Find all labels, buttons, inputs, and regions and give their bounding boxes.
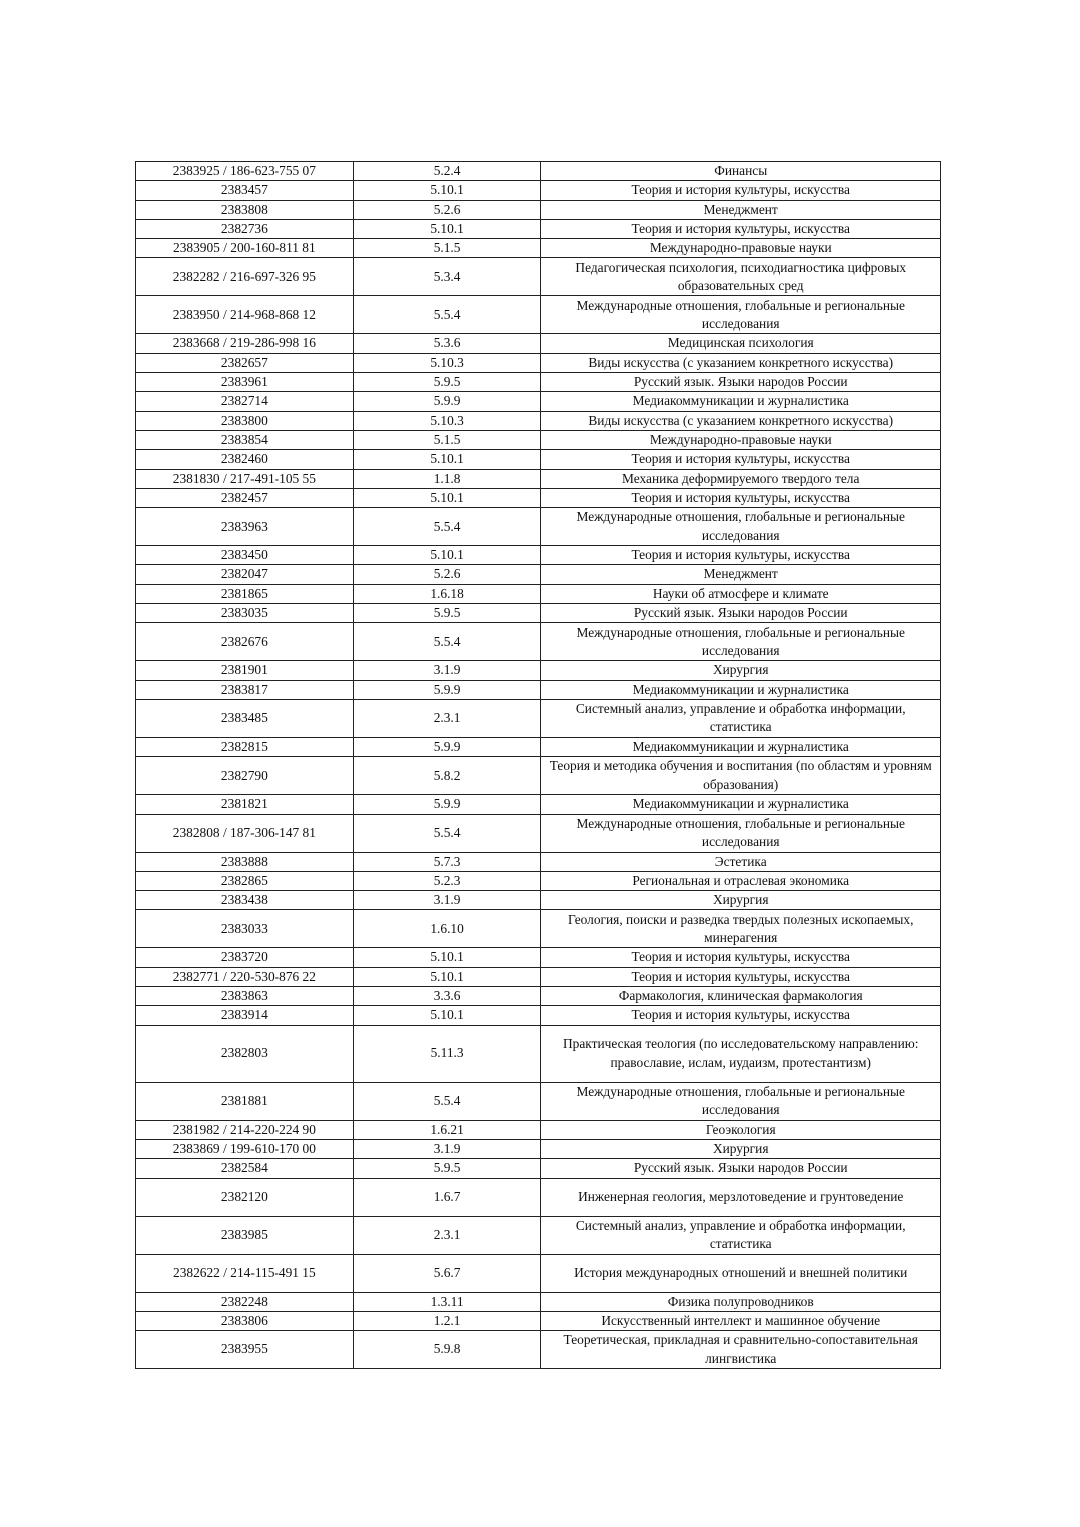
specialty-name-cell: Медиакоммуникации и журналистика: [541, 737, 941, 756]
specialty-code-cell: 5.5.4: [353, 296, 541, 334]
applicant-id-cell: 2383863: [136, 987, 354, 1006]
table-row: [136, 162, 941, 181]
table-row: [136, 967, 941, 986]
specialty-code-cell: 5.3.4: [353, 258, 541, 296]
applicant-id-cell: 2382282 / 216-697-326 95: [136, 258, 354, 296]
table-row: [136, 1178, 941, 1216]
specialty-code-cell: 5.2.6: [353, 565, 541, 584]
table-row: [136, 296, 941, 334]
specialty-name-cell: Геоэкология: [541, 1120, 941, 1139]
specialty-code-cell: 5.1.5: [353, 430, 541, 449]
table-row: [136, 852, 941, 871]
applicant-id-cell: 2383869 / 199-610-170 00: [136, 1139, 354, 1158]
specialty-name-cell: Теория и история культуры, искусства: [541, 1006, 941, 1025]
applicant-id-cell: 2382771 / 220-530-876 22: [136, 967, 354, 986]
applicant-id-cell: 2383806: [136, 1311, 354, 1330]
specialty-code-cell: 5.6.7: [353, 1254, 541, 1292]
specialty-code-cell: 5.5.4: [353, 508, 541, 546]
applicant-id-cell: 2383963: [136, 508, 354, 546]
specialty-code-cell: 5.2.3: [353, 871, 541, 890]
specialty-name-cell: Геология, поиски и разведка твердых полезных ископаемых, минерагения: [541, 910, 941, 948]
applicant-id-cell: 2383905 / 200-160-811 81: [136, 239, 354, 258]
specialty-name-cell: Менеджмент: [541, 200, 941, 219]
specialty-code-cell: 5.5.4: [353, 623, 541, 661]
applicant-id-cell: 2383800: [136, 411, 354, 430]
table-row: [136, 814, 941, 852]
specialty-name-cell: Региональная и отраслевая экономика: [541, 871, 941, 890]
applicant-id-cell: 2382047: [136, 565, 354, 584]
table-row: [136, 623, 941, 661]
table-row: [136, 546, 941, 565]
table-row: [136, 584, 941, 603]
applicant-id-cell: 2382460: [136, 450, 354, 469]
table-row: [136, 1082, 941, 1120]
applicant-id-cell: 2383035: [136, 604, 354, 623]
specialty-code-cell: 5.5.4: [353, 814, 541, 852]
applicant-id-cell: 2383817: [136, 680, 354, 699]
specialty-code-cell: 5.9.5: [353, 373, 541, 392]
table-row: [136, 1311, 941, 1330]
specialty-name-cell: Теоретическая, прикладная и сравнительно-сопоставительная лингвистика: [541, 1331, 941, 1369]
specialty-code-cell: 1.1.8: [353, 469, 541, 488]
specialty-name-cell: Хирургия: [541, 891, 941, 910]
specialty-name-cell: Международные отношения, глобальные и региональные исследования: [541, 1082, 941, 1120]
specialty-name-cell: Медиакоммуникации и журналистика: [541, 680, 941, 699]
table-row: [136, 1331, 941, 1369]
applicant-id-cell: 2382815: [136, 737, 354, 756]
specialty-name-cell: Международные отношения, глобальные и региональные исследования: [541, 623, 941, 661]
table-row: [136, 181, 941, 200]
specialty-code-cell: 3.3.6: [353, 987, 541, 1006]
table-row: [136, 469, 941, 488]
applicant-id-cell: 2383457: [136, 181, 354, 200]
table-row: [136, 488, 941, 507]
specialty-code-cell: 3.1.9: [353, 661, 541, 680]
table-row: [136, 661, 941, 680]
specialty-code-cell: 1.6.7: [353, 1178, 541, 1216]
table-row: [136, 1159, 941, 1178]
specialty-code-cell: 2.3.1: [353, 699, 541, 737]
specialty-name-cell: Теория и методика обучения и воспитания (по областям и уровням образования): [541, 757, 941, 795]
applicant-id-cell: 2383985: [136, 1216, 354, 1254]
applicant-id-cell: 2381881: [136, 1082, 354, 1120]
specialty-code-cell: 5.10.1: [353, 181, 541, 200]
table-row: [136, 891, 941, 910]
applicant-id-cell: 2381821: [136, 795, 354, 814]
specialty-code-cell: 5.10.1: [353, 546, 541, 565]
applicant-id-cell: 2383961: [136, 373, 354, 392]
applicant-id-cell: 2383925 / 186-623-755 07: [136, 162, 354, 181]
specialty-code-cell: 1.2.1: [353, 1311, 541, 1330]
specialty-name-cell: Теория и история культуры, искусства: [541, 219, 941, 238]
specialty-name-cell: Физика полупроводников: [541, 1292, 941, 1311]
specialty-name-cell: Медиакоммуникации и журналистика: [541, 392, 941, 411]
applicant-id-cell: 2382248: [136, 1292, 354, 1311]
table-row: [136, 987, 941, 1006]
applicant-id-cell: 2383950 / 214-968-868 12: [136, 296, 354, 334]
table-body: [136, 162, 941, 1369]
table-row: [136, 258, 941, 296]
specialty-name-cell: Педагогическая психология, психодиагностика цифровых образовательных сред: [541, 258, 941, 296]
specialty-code-cell: 5.7.3: [353, 852, 541, 871]
table-row: [136, 334, 941, 353]
specialty-name-cell: Виды искусства (с указанием конкретного искусства): [541, 353, 941, 372]
table-row: [136, 1006, 941, 1025]
applicant-id-cell: 2382657: [136, 353, 354, 372]
specialty-name-cell: Международные отношения, глобальные и региональные исследования: [541, 814, 941, 852]
table-row: [136, 430, 941, 449]
specialty-code-cell: 5.9.5: [353, 604, 541, 623]
applicant-id-cell: 2381865: [136, 584, 354, 603]
specialty-code-cell: 5.9.9: [353, 392, 541, 411]
table-row: [136, 508, 941, 546]
applicant-id-cell: 2382790: [136, 757, 354, 795]
specialty-name-cell: Практическая теология (по исследовательскому направлению: православие, ислам, иудаизм, протестантизм): [541, 1025, 941, 1082]
specialty-name-cell: Хирургия: [541, 1139, 941, 1158]
specialty-code-cell: 5.9.9: [353, 737, 541, 756]
specialty-name-cell: Науки об атмосфере и климате: [541, 584, 941, 603]
applicant-id-cell: 2383720: [136, 948, 354, 967]
applicant-id-cell: 2382457: [136, 488, 354, 507]
applicant-id-cell: 2383033: [136, 910, 354, 948]
table-row: [136, 450, 941, 469]
specialty-name-cell: Системный анализ, управление и обработка информации, статистика: [541, 1216, 941, 1254]
specialty-name-cell: Инженерная геология, мерзлотоведение и грунтоведение: [541, 1178, 941, 1216]
specialty-name-cell: История международных отношений и внешней политики: [541, 1254, 941, 1292]
table-row: [136, 737, 941, 756]
specialty-code-cell: 5.3.6: [353, 334, 541, 353]
specialty-name-cell: Менеджмент: [541, 565, 941, 584]
specialty-name-cell: Медиакоммуникации и журналистика: [541, 795, 941, 814]
specialty-code-cell: 1.6.18: [353, 584, 541, 603]
specialty-code-cell: 2.3.1: [353, 1216, 541, 1254]
specialty-code-cell: 5.9.9: [353, 795, 541, 814]
applicant-id-cell: 2382736: [136, 219, 354, 238]
table-row: [136, 604, 941, 623]
specialty-name-cell: Хирургия: [541, 661, 941, 680]
applicant-id-cell: 2382622 / 214-115-491 15: [136, 1254, 354, 1292]
table-row: [136, 699, 941, 737]
applicant-id-cell: 2381830 / 217-491-105 55: [136, 469, 354, 488]
applicant-id-cell: 2383485: [136, 699, 354, 737]
specialty-name-cell: Международно-правовые науки: [541, 430, 941, 449]
applicant-id-cell: 2382584: [136, 1159, 354, 1178]
specialty-name-cell: Финансы: [541, 162, 941, 181]
specialty-name-cell: Теория и история культуры, искусства: [541, 967, 941, 986]
applicant-id-cell: 2381901: [136, 661, 354, 680]
applicant-id-cell: 2383808: [136, 200, 354, 219]
applicant-id-cell: 2382803: [136, 1025, 354, 1082]
specialty-code-cell: 1.6.10: [353, 910, 541, 948]
table-row: [136, 910, 941, 948]
table-row: [136, 795, 941, 814]
table-row: [136, 392, 941, 411]
table-row: [136, 680, 941, 699]
applicants-table: [135, 161, 941, 1369]
specialty-code-cell: 5.1.5: [353, 239, 541, 258]
specialty-name-cell: Теория и история культуры, искусства: [541, 181, 941, 200]
applicant-id-cell: 2383668 / 219-286-998 16: [136, 334, 354, 353]
specialty-name-cell: Виды искусства (с указанием конкретного искусства): [541, 411, 941, 430]
applicant-id-cell: 2382865: [136, 871, 354, 890]
applicant-id-cell: 2382676: [136, 623, 354, 661]
table-row: [136, 1120, 941, 1139]
table-row: [136, 757, 941, 795]
specialty-code-cell: 3.1.9: [353, 891, 541, 910]
applicant-id-cell: 2382120: [136, 1178, 354, 1216]
table-row: [136, 1139, 941, 1158]
table-row: [136, 411, 941, 430]
specialty-name-cell: Международно-правовые науки: [541, 239, 941, 258]
specialty-name-cell: Фармакология, клиническая фармакология: [541, 987, 941, 1006]
table-row: [136, 565, 941, 584]
specialty-code-cell: 5.10.1: [353, 488, 541, 507]
specialty-code-cell: 5.10.3: [353, 353, 541, 372]
specialty-name-cell: Механика деформируемого твердого тела: [541, 469, 941, 488]
applicant-id-cell: 2383438: [136, 891, 354, 910]
specialty-name-cell: Теория и история культуры, искусства: [541, 450, 941, 469]
applicant-id-cell: 2383888: [136, 852, 354, 871]
specialty-code-cell: 3.1.9: [353, 1139, 541, 1158]
table-row: [136, 1254, 941, 1292]
specialty-code-cell: 5.10.1: [353, 1006, 541, 1025]
table-row: [136, 871, 941, 890]
table-row: [136, 1025, 941, 1082]
specialty-name-cell: Искусственный интеллект и машинное обучение: [541, 1311, 941, 1330]
specialty-name-cell: Системный анализ, управление и обработка информации, статистика: [541, 699, 941, 737]
specialty-code-cell: 5.9.5: [353, 1159, 541, 1178]
specialty-name-cell: Русский язык. Языки народов России: [541, 373, 941, 392]
specialty-code-cell: 5.10.1: [353, 967, 541, 986]
specialty-name-cell: Теория и история культуры, искусства: [541, 488, 941, 507]
applicant-id-cell: 2383450: [136, 546, 354, 565]
table-row: [136, 239, 941, 258]
table-row: [136, 353, 941, 372]
specialty-name-cell: Международные отношения, глобальные и региональные исследования: [541, 508, 941, 546]
specialty-code-cell: 5.11.3: [353, 1025, 541, 1082]
applicant-id-cell: 2382714: [136, 392, 354, 411]
applicant-id-cell: 2382808 / 187-306-147 81: [136, 814, 354, 852]
table-row: [136, 1292, 941, 1311]
specialty-name-cell: Русский язык. Языки народов России: [541, 604, 941, 623]
specialty-code-cell: 5.10.1: [353, 948, 541, 967]
specialty-code-cell: 5.10.3: [353, 411, 541, 430]
specialty-name-cell: Теория и история культуры, искусства: [541, 948, 941, 967]
applicant-id-cell: 2383955: [136, 1331, 354, 1369]
specialty-name-cell: Русский язык. Языки народов России: [541, 1159, 941, 1178]
specialty-name-cell: Эстетика: [541, 852, 941, 871]
table-row: [136, 373, 941, 392]
applicant-id-cell: 2383854: [136, 430, 354, 449]
specialty-code-cell: 5.2.6: [353, 200, 541, 219]
specialty-code-cell: 5.9.8: [353, 1331, 541, 1369]
specialty-code-cell: 1.6.21: [353, 1120, 541, 1139]
table-row: [136, 948, 941, 967]
specialty-name-cell: Медицинская психология: [541, 334, 941, 353]
specialty-code-cell: 5.9.9: [353, 680, 541, 699]
specialty-name-cell: Теория и история культуры, искусства: [541, 546, 941, 565]
specialty-code-cell: 5.8.2: [353, 757, 541, 795]
specialty-name-cell: Международные отношения, глобальные и региональные исследования: [541, 296, 941, 334]
specialty-code-cell: 5.2.4: [353, 162, 541, 181]
specialty-code-cell: 5.10.1: [353, 450, 541, 469]
applicant-id-cell: 2381982 / 214-220-224 90: [136, 1120, 354, 1139]
table-row: [136, 219, 941, 238]
specialty-code-cell: 1.3.11: [353, 1292, 541, 1311]
table-row: [136, 200, 941, 219]
table-row: [136, 1216, 941, 1254]
specialty-code-cell: 5.5.4: [353, 1082, 541, 1120]
specialty-code-cell: 5.10.1: [353, 219, 541, 238]
applicant-id-cell: 2383914: [136, 1006, 354, 1025]
